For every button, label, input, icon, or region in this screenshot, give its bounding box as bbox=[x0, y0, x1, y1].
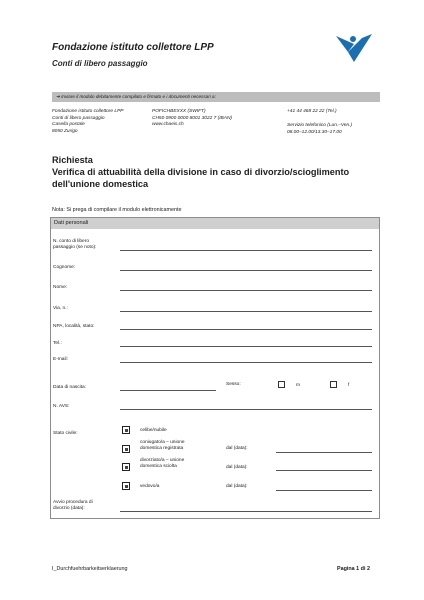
address-column-2 bbox=[152, 109, 232, 129]
birthdate-field[interactable] bbox=[120, 390, 216, 391]
footer-document-id: I_Durchfuehrbarkeitserklaerung bbox=[52, 566, 128, 572]
address-line: Fondazione istituto collettore LPP bbox=[52, 109, 124, 114]
civil-option-divorced-label bbox=[140, 458, 184, 470]
phone-number: +41 44 468 22 22 (Tel.) bbox=[287, 109, 337, 114]
widowed-date-field[interactable] bbox=[276, 490, 372, 491]
fill-note: Nota: Si prega di compilare il modulo elettronicamente bbox=[52, 207, 182, 213]
sex-f-label: f bbox=[348, 383, 350, 388]
ahv-field[interactable] bbox=[120, 409, 372, 410]
service-hours bbox=[287, 123, 352, 136]
swift-code: POFICHBEXXX (SWIFT) bbox=[152, 109, 206, 114]
address-column-1 bbox=[52, 109, 123, 135]
name-field[interactable] bbox=[120, 290, 372, 291]
name-label: Nome: bbox=[53, 285, 68, 290]
civil-option-divorced-line-1: divorziato/a – unione bbox=[140, 458, 185, 463]
account-label-line-2: passaggio (se noto): bbox=[53, 245, 97, 250]
sex-m-label: m bbox=[296, 383, 300, 388]
civil-option-married-checkbox[interactable] bbox=[122, 445, 130, 453]
ahv-label: N. AVS: bbox=[53, 404, 70, 409]
website-link[interactable]: www.chaeis.ch bbox=[152, 122, 184, 128]
zip-city-field[interactable] bbox=[120, 329, 372, 330]
divorced-date-label: dal (data): bbox=[226, 465, 248, 470]
divorce-proceedings-line-1: Avvio procedura di bbox=[53, 500, 93, 505]
civil-option-married-label bbox=[140, 440, 185, 452]
civil-option-divorced-checkbox[interactable] bbox=[122, 463, 130, 471]
divorced-date-field[interactable] bbox=[276, 470, 372, 471]
civil-option-single-label: celibe/nubile bbox=[140, 428, 167, 433]
address-line: Casella postale bbox=[52, 122, 85, 128]
personal-data-frame bbox=[50, 217, 380, 519]
title-line-2: Verifica di attuabilità della divisione in caso di divorzio/scioglimento bbox=[52, 167, 350, 177]
street-label: Via, n.: bbox=[53, 306, 68, 311]
section-heading-personal-data: Dati personali bbox=[51, 218, 379, 229]
send-instructions-bar: ➔ Inviare il modulo debitamente compilato e firmato e i documenti necessari a: bbox=[52, 92, 380, 102]
email-field[interactable] bbox=[120, 362, 372, 363]
sex-f-checkbox[interactable] bbox=[330, 381, 337, 388]
footer-page-number: Pagina 1 di 2 bbox=[337, 566, 370, 572]
street-field[interactable] bbox=[120, 311, 372, 312]
civil-option-married-line-2: domestica registrata bbox=[140, 446, 184, 451]
zip-city-label: NPA, località, stato: bbox=[53, 324, 95, 329]
civil-option-married-line-1: coniugato/a – unione bbox=[140, 440, 185, 445]
account-label-line-1: N. conto di libero bbox=[53, 239, 89, 244]
married-date-label: dal (data): bbox=[226, 446, 248, 451]
document-title bbox=[52, 154, 392, 190]
surname-label: Cognome: bbox=[53, 265, 76, 270]
address-column-3 bbox=[287, 109, 337, 116]
civil-option-divorced-line-2: domestica sciolta bbox=[140, 464, 177, 469]
service-times: 08.00–12.00/13.30–17.00 bbox=[287, 129, 342, 135]
civil-option-widowed-checkbox[interactable] bbox=[122, 482, 130, 490]
institution-subtitle: Conti di libero passaggio bbox=[52, 59, 148, 68]
divorce-proceedings-date-field[interactable] bbox=[120, 511, 372, 512]
title-line-1: Richiesta bbox=[52, 155, 93, 165]
account-label bbox=[53, 239, 96, 251]
email-label: E-mail: bbox=[53, 357, 68, 362]
service-label: Servizio telefonico (Lun.–Ven.) bbox=[287, 123, 353, 128]
civil-option-widowed-label: vedovo/a bbox=[140, 484, 160, 489]
title-line-3: dell'unione domestica bbox=[52, 179, 149, 189]
birthdate-label: Data di nascita: bbox=[53, 385, 87, 390]
tel-field[interactable] bbox=[120, 346, 372, 347]
sex-label: Sesso: bbox=[226, 382, 241, 387]
sex-m-checkbox[interactable] bbox=[278, 381, 285, 388]
institution-name: Fondazione istituto collettore LPP bbox=[52, 42, 214, 53]
married-date-field[interactable] bbox=[276, 452, 372, 453]
address-line: 8050 Zurigo bbox=[52, 128, 78, 134]
civil-status-label: Stato civile: bbox=[53, 431, 78, 436]
divorce-proceedings-line-2: divorzio (data): bbox=[53, 506, 85, 511]
widowed-date-label: dal (data): bbox=[226, 484, 248, 489]
address-line: Conti di libero passaggio bbox=[52, 115, 105, 121]
account-number-field[interactable] bbox=[120, 250, 372, 251]
institution-logo-icon bbox=[334, 32, 374, 66]
iban: CH50 0900 0000 8001 3022 7 (IBAN) bbox=[152, 115, 233, 121]
surname-field[interactable] bbox=[120, 270, 372, 271]
divorce-proceedings-label bbox=[53, 500, 93, 512]
civil-option-single-checkbox[interactable] bbox=[122, 426, 130, 434]
tel-label: Tel.: bbox=[53, 341, 62, 346]
